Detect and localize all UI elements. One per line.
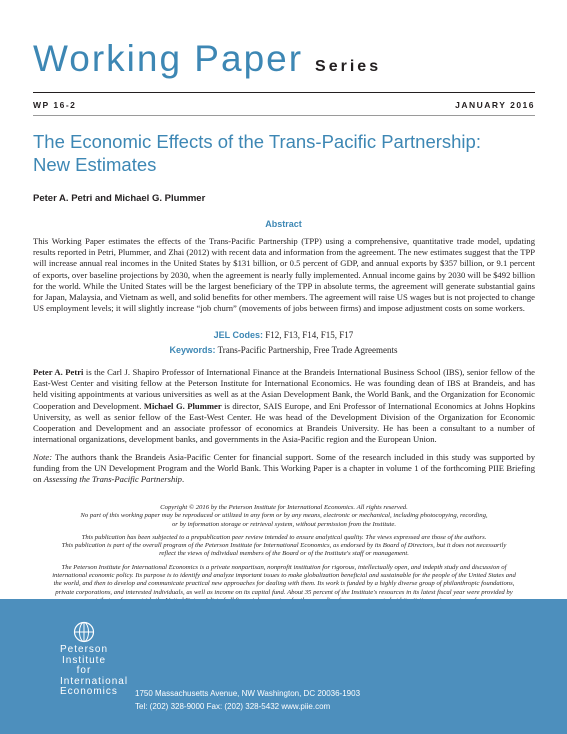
abstract-heading: Abstract xyxy=(265,219,302,229)
issue-date: JANUARY 2016 xyxy=(455,100,535,110)
header-rule xyxy=(33,92,535,93)
institute-address: 1750 Massachusetts Avenue, NW Washington, DC 20036-1903 xyxy=(135,689,361,698)
note-text: The authors thank the Brandeis Asia-Pacific Center for financial support. Some of the research included in this study was supported by funding from the UN Development Program and the World Bank. This Working Paper is a chapter in volume 1 of the forthcoming PIIE Briefing on xyxy=(33,452,535,485)
paper-title xyxy=(33,130,533,176)
copyright-line: international economic policy. Its purpose is to identify and analyze important issues to make globalization beneficial and sustainable for the people of the United States and xyxy=(52,572,516,580)
series-title-main: Working Paper xyxy=(33,38,304,79)
author-bio xyxy=(33,367,535,445)
divider xyxy=(33,115,535,116)
copyright-line: This publication is part of the overall program of the Peterson Institute for International Economics, as endorsed by its Board of Directors, but it does not necessarily xyxy=(61,542,507,550)
copyright-line: Copyright © 2016 by the Peterson Institute for International Economics. All rights reserved. xyxy=(160,504,408,511)
author-name-plummer: Michael G. Plummer xyxy=(143,400,222,411)
bio-plummer-text: is director, SAIS Europe, and Eni Professor of International Economics at Johns Hopkins University, as well as senior fellow of the East-West Center. He was head of the Development Division of the Organization for Economic Cooperation and Development and an associate professor of economics at Brandeis University. He has been a consultant to a number of international organizations, development banks, and governments in the Asia-Pacific region and the European Union. xyxy=(33,400,535,445)
bio-petri-text: is the Carl J. Shapiro Professor of International Finance at the Brandeis International Business School (IBS), senior fellow of the East-West Center and visiting fellow at the Peterson Institute for International Economics. He was founding dean of IBS at Brandeis, and has held visiting appointments at various universities as well as at the Asian Development Bank, the World Bank, and the Organization for Economic Cooperation and Development. xyxy=(33,367,535,411)
keywords-label: Keywords: xyxy=(169,345,216,355)
series-title-sub: Series xyxy=(315,58,382,75)
acknowledgement-note xyxy=(33,452,535,486)
copyright-line: the world, and then to develop and communicate practical new approaches for dealing with them. Its work is funded by a highly diverse group of philanthropic foundations, xyxy=(53,580,515,588)
logo-line: International xyxy=(60,675,129,687)
logo-line: Economics xyxy=(60,686,118,697)
copyright-line: The Peterson Institute for International Economics is a private nonpartisan, nonprofit institution for rigorous, intellectually open, and indepth study and discussion of xyxy=(61,563,507,571)
paper-title-line1: The Economic Effects of the Trans-Pacific Partnership: xyxy=(33,131,481,152)
logo-line: Peterson xyxy=(60,644,109,655)
jel-codes-label: JEL Codes: xyxy=(213,330,264,340)
working-paper-number: WP 16-2 xyxy=(33,100,77,110)
paper-title-line2: New Estimates xyxy=(33,154,157,175)
note-end: . xyxy=(181,474,185,485)
copyright-block xyxy=(33,504,535,605)
note-book-title: Assessing the Trans-Pacific Partnership xyxy=(43,474,182,485)
piie-logo xyxy=(60,621,129,698)
logo-line: Institute for xyxy=(61,654,107,676)
note-label: Note: xyxy=(33,452,53,462)
globe-icon xyxy=(73,621,95,643)
footer-band xyxy=(0,599,567,734)
keywords: Trans-Pacific Partnership, Free Trade Agreements xyxy=(217,345,398,355)
copyright-line: or by information storage or retrieval system, without permission from the Institute. xyxy=(171,520,397,528)
abstract-body: This Working Paper estimates the effects of the Trans-Pacific Partnership (TPP) using a comprehensive, quantitative trade model, updating results reported in Petri, Plummer, and Zhai (2012) with recent data and information from the agreement. The new estimates suggest that the TPP will increase annual real incomes in the United States by $131 billion, or 0.5 percent of GDP, and annual exports by $357 billion, or 9.1 percent of exports, over baseline projections by 2030, when the agreement is nearly fully implemented. Annual income gains by 2030 will be $492 billion for the world. While the United States will be the largest beneficiary of the TPP in absolute terms, the agreement will generate substantial gains for Japan, Malaysia, and Vietnam as well, and solid benefits for other members. The agreement will raise US wages but is not projected to change US employment levels; it will slightly increase “job churn” (movements of jobs between firms) and impose adjustment costs on some workers. xyxy=(33,236,535,314)
keywords-line xyxy=(0,345,567,355)
jel-codes: F12, F13, F14, F15, F17 xyxy=(265,330,354,340)
series-title xyxy=(33,38,381,80)
copyright-line: reflect the views of individual members of the Board or of the Institute's staff or management. xyxy=(159,550,409,558)
authors: Peter A. Petri and Michael G. Plummer xyxy=(33,193,206,204)
author-name-petri: Peter A. Petri xyxy=(33,367,84,377)
institute-contact: Tel: (202) 328-9000 Fax: (202) 328-5432 www.piie.com xyxy=(135,702,331,711)
jel-codes-line xyxy=(0,330,567,340)
copyright-line: No part of this working paper may be reproduced or utilized in any form or by any means, electronic or mechanical, including photocopying, recording, xyxy=(80,512,488,520)
copyright-line: private corporations, and interested individuals, as well as income on its capital fund. About 35 percent of the Institute's resources in its latest fiscal year were provided by xyxy=(55,588,513,596)
copyright-line: This publication has been subjected to a prepublication peer review intended to ensure analytical quality. The views expressed are those of the authors. xyxy=(81,533,487,541)
